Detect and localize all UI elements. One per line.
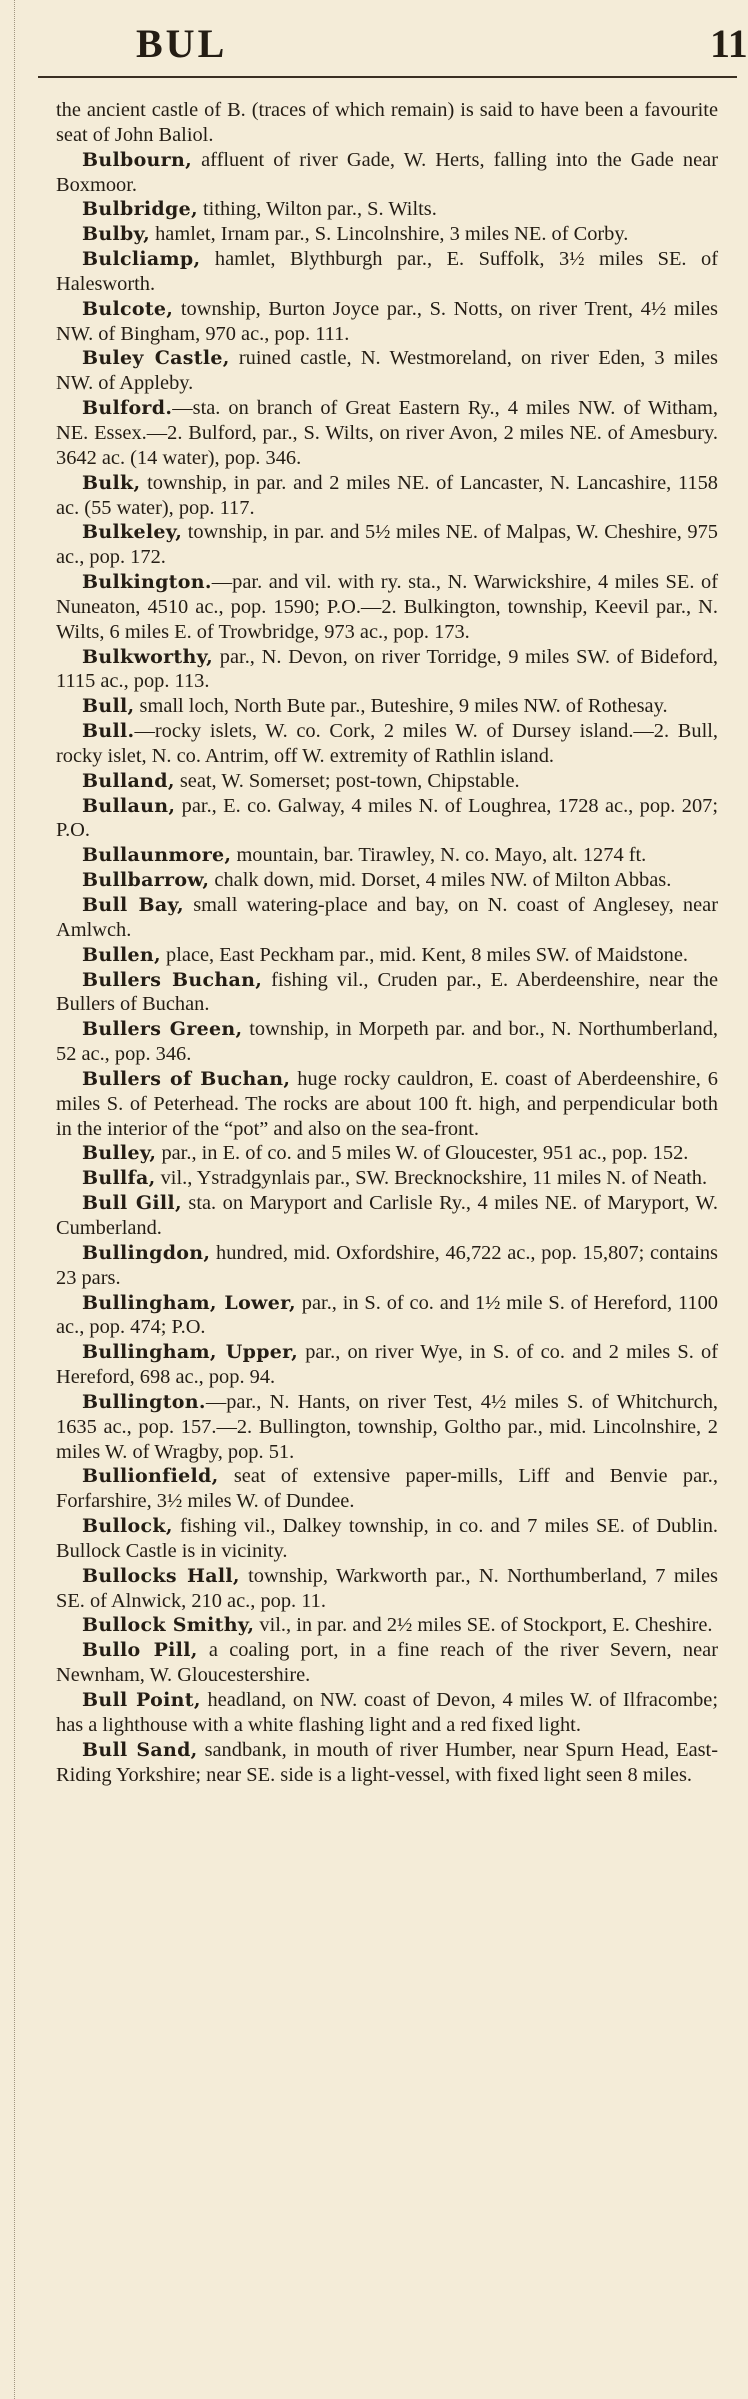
gazetteer-entry	[56, 1241, 718, 1291]
entry-description: a coaling port, in a fine reach of the river Severn, near Newnham, W. Gloucestershire.	[56, 1639, 719, 1687]
entry-description: township, in Morpeth par. and bor., N. Northumberland, 52 ac., pop. 346.	[56, 1018, 719, 1066]
entry-description: small watering-place and bay, on N. coast of Anglesey, near Amlwch.	[56, 894, 718, 941]
gazetteer-entry	[56, 1067, 718, 1142]
entry-description: par., in E. of co. and 5 miles W. of Gloucester, 951 ac., pop. 152.	[156, 1142, 689, 1165]
entry-headword: Bullbarrow,	[82, 869, 210, 892]
entry-headword: Bulk,	[82, 471, 141, 494]
entry-headword: Bulkington.	[82, 571, 212, 594]
gazetteer-entry	[56, 1464, 718, 1514]
entry-headword: Bullocks Hall,	[82, 1564, 240, 1587]
entry-description: par., on river Wye, in S. of co. and 2 miles S. of Hereford, 698 ac., pop. 94.	[56, 1341, 718, 1389]
entry-description: —rocky islets, W. co. Cork, 2 miles W. of Dursey island.—2. Bull, rocky islet, N. co. Antrim, off W. extremity of Rathlin island.	[56, 720, 718, 767]
entry-headword: Buley Castle,	[82, 347, 230, 370]
gazetteer-entry	[56, 843, 718, 868]
entry-headword: Bullers Buchan,	[82, 968, 263, 991]
entry-headword: Bulbridge,	[82, 198, 198, 221]
entry-headword: Bullock Smithy,	[82, 1614, 255, 1637]
entry-headword: Bulkeley,	[82, 521, 183, 544]
gazetteer-entry	[56, 520, 718, 570]
gazetteer-entry	[56, 247, 718, 297]
entry-headword: Bull Bay,	[82, 894, 184, 916]
entry-headword: Bullfa,	[82, 1167, 156, 1190]
entry-description: small loch, North Bute par., Buteshire, 9 miles NW. of Rothesay.	[134, 695, 668, 718]
entry-description: fishing vil., Dalkey township, in co. and 7 miles SE. of Dublin. Bullock Castle is in vicinity.	[56, 1515, 718, 1562]
entry-description: sandbank, in mouth of river Humber, near Spurn Head, East-Riding Yorkshire; near SE. side is a light-vessel, with fixed light seen 8 miles.	[56, 1738, 719, 1786]
running-head: BUL	[136, 21, 228, 66]
entry-description: ruined castle, N. Westmoreland, on river Eden, 3 miles NW. of Appleby.	[56, 347, 718, 395]
entry-headword: Bullo Pill,	[82, 1639, 198, 1662]
entry-headword: Bull Gill,	[82, 1192, 182, 1215]
gazetteer-entry	[56, 694, 718, 719]
entry-headword: Bullingham, Lower,	[82, 1291, 296, 1314]
entry-description: sta. on Maryport and Carlisle Ry., 4 miles NE. of Maryport, W. Cumberland.	[56, 1192, 718, 1239]
gazetteer-entry	[56, 396, 718, 471]
gazetteer-entry	[56, 222, 718, 247]
entry-headword: Bull,	[82, 695, 135, 718]
entry-headword: Bullock,	[82, 1515, 173, 1538]
gazetteer-entry	[56, 719, 718, 769]
entry-headword: Bullaun,	[82, 794, 176, 817]
gazetteer-entry	[56, 1638, 718, 1688]
gazetteer-entry	[56, 769, 718, 794]
gazetteer-entry	[56, 1166, 718, 1191]
gazetteer-entry	[56, 645, 718, 695]
gazetteer-entry	[56, 148, 718, 198]
entry-headword: Bullen,	[82, 943, 161, 966]
entry-description: hamlet, Blythburgh par., E. Suffolk, 3½ miles SE. of Halesworth.	[56, 248, 718, 295]
entry-headword: Bullionfield,	[82, 1465, 219, 1488]
entry-description: headland, on NW. coast of Devon, 4 miles W. of Ilfracombe; has a lighthouse with a white flashing light and a red fixed light.	[56, 1689, 718, 1736]
entry-headword: Bulbourn,	[82, 148, 193, 171]
entry-description: township, in par. and 2 miles NE. of Lancaster, N. Lancashire, 1158 ac. (55 water), pop. 117.	[56, 471, 718, 519]
entry-headword: Bullers of Buchan,	[82, 1067, 291, 1090]
entry-description: par., in S. of co. and 1½ mile S. of Hereford, 1100 ac., pop. 474; P.O.	[56, 1291, 719, 1339]
gazetteer-entry	[56, 943, 718, 968]
entry-description: chalk down, mid. Dorset, 4 miles NW. of Milton Abbas.	[209, 869, 672, 892]
entry-headword: Bullingdon,	[82, 1241, 211, 1264]
entry-description: —sta. on branch of Great Eastern Ry., 4 miles NW. of Witham, NE. Essex.—2. Bulford, par., S. Wilts, on river Avon, 2 miles NE. of Amesbury. 3642 ac. (14 water), pop. 346.	[56, 397, 718, 469]
entry-headword: Bulby,	[82, 223, 151, 246]
entry-description: seat, W. Somerset; post-town, Chipstable.	[174, 769, 520, 792]
entry-description: par., E. co. Galway, 4 miles N. of Loughrea, 1728 ac., pop. 207; P.O.	[56, 794, 718, 842]
gazetteer-entry	[56, 968, 718, 1018]
entry-headword: Bullaunmore,	[82, 844, 232, 867]
entry-list	[56, 148, 718, 1788]
entry-description: par., N. Devon, on river Torridge, 9 miles SW. of Bideford, 1115 ac., pop. 113.	[56, 645, 718, 693]
gazetteer-entry	[56, 471, 718, 521]
entry-headword: Bull Sand,	[82, 1738, 198, 1761]
entry-description: mountain, bar. Tirawley, N. co. Mayo, alt. 1274 ft.	[231, 844, 647, 867]
entry-headword: Bullers Green,	[82, 1018, 243, 1041]
entry-headword: Bulcliamp,	[82, 248, 201, 271]
entry-headword: Bull Point,	[82, 1689, 201, 1711]
entry-description: huge rocky cauldron, E. coast of Aberdeenshire, 6 miles S. of Peterhead. The rocks are about 100 ft. high, and perpendicular both in the interior of the “pot” and also on the sea-front.	[56, 1067, 718, 1140]
entry-headword: Bulkworthy,	[82, 645, 214, 668]
entry-description: township, in par. and 5½ miles NE. of Malpas, W. Cheshire, 975 ac., pop. 172.	[56, 521, 718, 569]
gazetteer-entry	[56, 1738, 718, 1788]
entry-description: hundred, mid. Oxfordshire, 46,722 ac., pop. 15,807; contains 23 pars.	[56, 1241, 718, 1289]
gazetteer-entry	[56, 1141, 718, 1166]
entry-headword: Bullington.	[82, 1390, 206, 1413]
page-header	[0, 0, 748, 84]
entry-description: hamlet, Irnam par., S. Lincolnshire, 3 miles NE. of Corby.	[150, 223, 629, 246]
entry-description: vil., in par. and 2½ miles SE. of Stockport, E. Cheshire.	[254, 1614, 713, 1637]
gazetteer-entry	[56, 346, 718, 396]
entry-headword: Bulcote,	[82, 297, 174, 320]
gazetteer-entry	[56, 1191, 718, 1241]
gazetteer-entry	[56, 570, 718, 645]
entry-description: affluent of river Gade, W. Herts, falling into the Gade near Boxmoor.	[56, 148, 718, 196]
entry-description: township, Warkworth par., N. Northumberland, 7 miles SE. of Alnwick, 210 ac., pop. 11.	[56, 1564, 718, 1612]
gazetteer-entry	[56, 1340, 718, 1390]
entry-description: place, East Peckham par., mid. Kent, 8 miles SW. of Maidstone.	[160, 943, 688, 966]
entry-description: fishing vil., Cruden par., E. Aberdeenshire, near the Bullers of Buchan.	[56, 968, 718, 1016]
entries-column	[56, 98, 718, 1787]
entry-description: —par., N. Hants, on river Test, 4½ miles S. of Whitchurch, 1635 ac., pop. 157.—2. Bullington, township, Goltho par., mid. Lincolnshire, 2 miles W. of Wragby, pop. 51.	[56, 1390, 718, 1463]
entry-headword: Bulland,	[82, 769, 175, 792]
gazetteer-entry	[56, 197, 718, 222]
gazetteer-entry	[56, 794, 718, 844]
gazetteer-entry	[56, 893, 718, 943]
header-rule	[38, 76, 737, 78]
page-number: 11	[710, 21, 748, 66]
gazetteer-entry	[56, 297, 718, 347]
gazetteer-entry	[56, 1390, 718, 1465]
margin-rule	[14, 0, 15, 2399]
gazetteer-entry	[56, 868, 718, 893]
entry-description: seat of extensive paper-mills, Liff and Benvie par., Forfarshire, 3½ miles W. of Dundee.	[56, 1465, 718, 1513]
gazetteer-entry	[56, 1564, 718, 1614]
gazetteer-entry	[56, 1017, 718, 1067]
entry-headword: Bulley,	[82, 1142, 157, 1165]
entry-headword: Bull.	[82, 720, 135, 743]
gazetteer-entry	[56, 1613, 718, 1638]
gazetteer-entry	[56, 1688, 718, 1738]
entry-description: —par. and vil. with ry. sta., N. Warwickshire, 4 miles SE. of Nuneaton, 4510 ac., pop. 1590; P.O.—2. Bulkington, township, Keevil par., N. Wilts, 6 miles E. of Trowbridge, 973 ac., pop. 173.	[56, 571, 718, 643]
entry-headword: Bulford.	[82, 397, 173, 420]
entry-description: vil., Ystradgynlais par., SW. Brecknockshire, 11 miles N. of Neath.	[155, 1167, 708, 1190]
entry-headword: Bullingham, Upper,	[82, 1341, 299, 1364]
entry-description: tithing, Wilton par., S. Wilts.	[197, 198, 437, 221]
gazetteer-entry	[56, 1514, 718, 1564]
continued-text: the ancient castle of B. (traces of which remain) is said to have been a favourite seat of John Baliol.	[56, 99, 718, 146]
entry-description: township, Burton Joyce par., S. Notts, on river Trent, 4½ miles NW. of Bingham, 970 ac., pop. 111.	[56, 297, 718, 345]
gazetteer-entry	[56, 1291, 718, 1341]
